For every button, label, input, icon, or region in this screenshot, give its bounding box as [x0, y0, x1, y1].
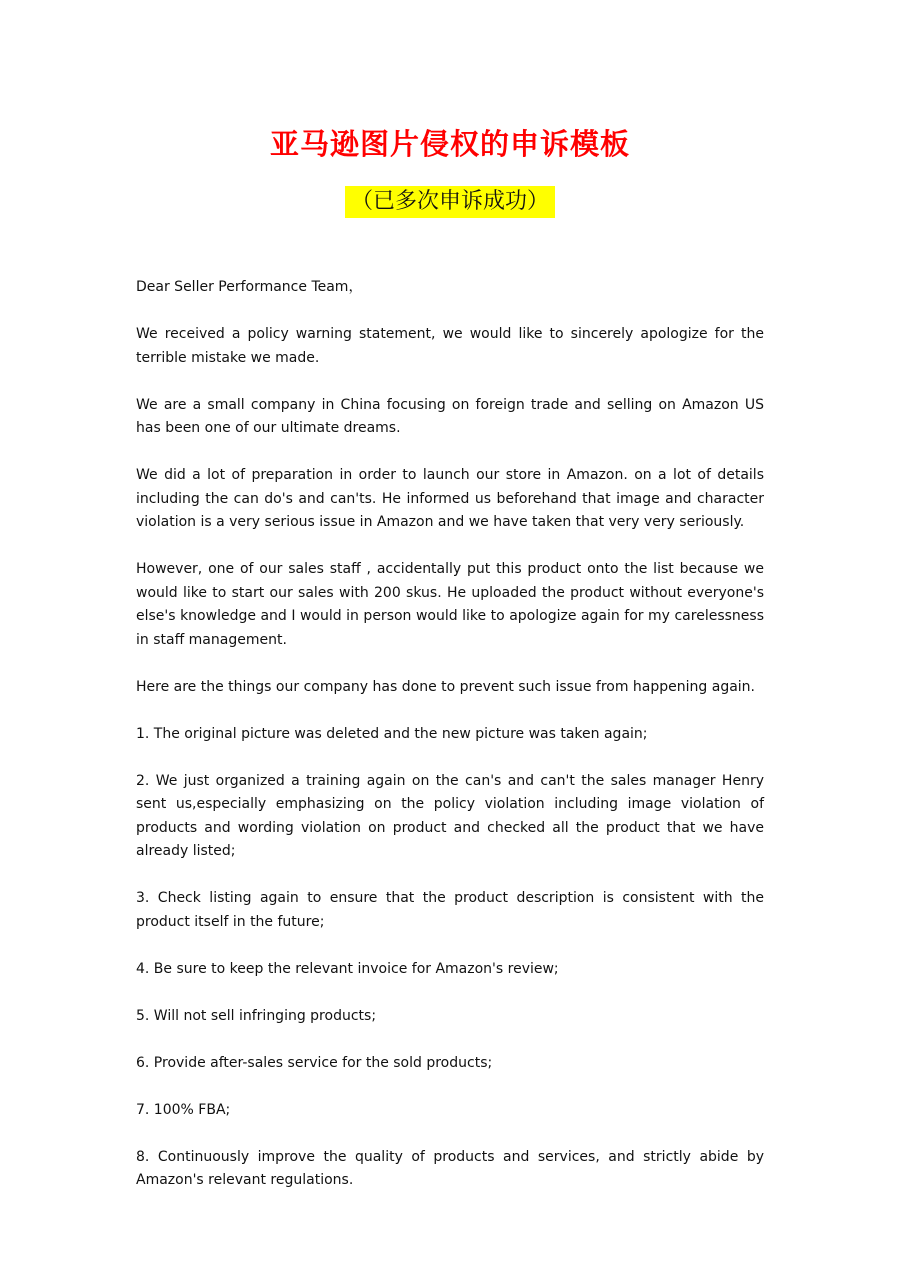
document-title: 亚马逊图片侵权的申诉模板 — [269, 127, 630, 161]
list-item: 6. Provide after-sales service for the sold products; — [136, 1054, 493, 1071]
paragraph: We did a lot of preparation in order to launch our store in Amazon. on a lot of details including the can do's and can'ts. He informed us beforehand that image and character violation is a very serious issue in Amazon and we have taken that very very seriously. — [136, 467, 764, 530]
list-item: 1. The original picture was deleted and the new picture was taken again; — [136, 725, 648, 742]
document-subtitle: （已多次申诉成功） — [345, 186, 555, 218]
list-item: 7. 100% FBA; — [136, 1101, 231, 1118]
letter-body — [136, 276, 764, 1216]
paragraph: However, one of our sales staff , accidentally put this product onto the list because we would like to start our sales with 200 skus. He uploaded the product without everyone's else's knowledge and I would in person would like to apologize again for my carelessness in staff management. — [136, 561, 764, 648]
list-item: 8. Continuously improve the quality of products and services, and strictly abide by Amazon's relevant regulations. — [136, 1148, 764, 1188]
greeting: Dear Seller Performance Team， — [136, 279, 363, 295]
paragraph: We are a small company in China focusing on foreign trade and selling on Amazon US has been one of our ultimate dreams. — [136, 396, 764, 436]
list-item: 3. Check listing again to ensure that the product description is consistent with the product itself in the future; — [136, 890, 764, 930]
list-item: 5. Will not sell infringing products; — [136, 1007, 377, 1024]
subtitle-wrapper — [0, 186, 900, 218]
list-item: 4. Be sure to keep the relevant invoice for Amazon's review; — [136, 960, 559, 977]
paragraph: Here are the things our company has done to prevent such issue from happening again. — [136, 678, 755, 695]
list-item: 2. We just organized a training again on the can's and can't the sales manager Henry sent us,especially emphasizing on the policy violation including image violation of products and wording violation on product and checked all the product that we have already listed; — [136, 772, 764, 859]
paragraph: We received a policy warning statement, we would like to sincerely apologize for the terrible mistake we made. — [136, 326, 764, 366]
